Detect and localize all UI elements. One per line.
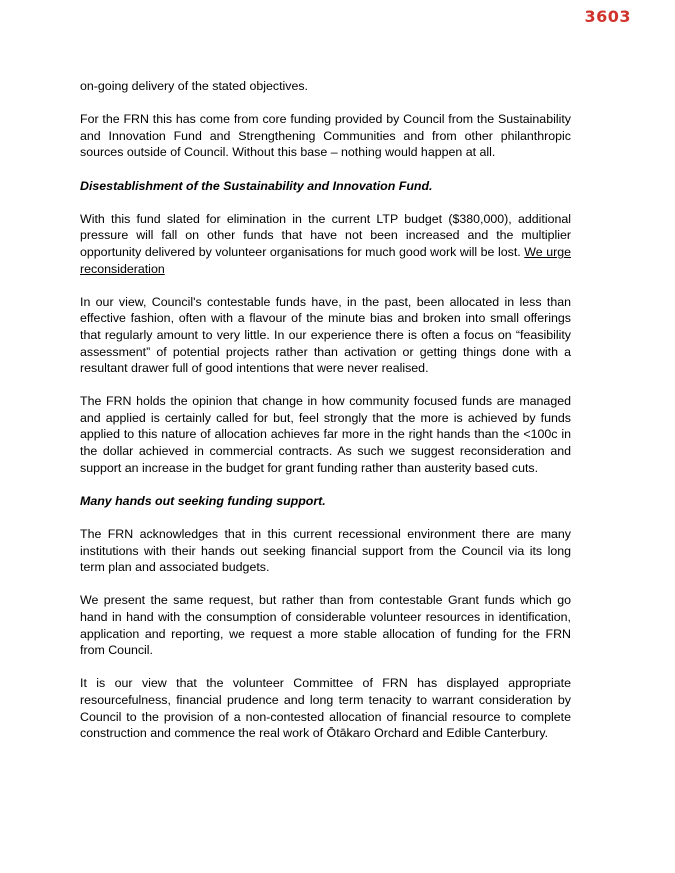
fund-elimination-text: With this fund slated for elimination in the current LTP budget ($380,000), additional pressure will fall on other funds that have not been increased and the multiplier opportunity delivered by volunteer organisations for much good work will be lost. xyxy=(80,211,571,259)
urge-reconsideration-text: We urge reconsideration xyxy=(80,244,572,276)
section-heading-many-hands: Many hands out seeking funding support. xyxy=(80,493,326,508)
paragraph-continuation: on-going delivery of the stated objectives. xyxy=(80,79,308,93)
paragraph-contestable-funds: In our view, Council's contestable funds have, in the past, been allocated in less than effective fashion, often with a flavour of the minute bias and broken into small offerings that regularly amount to very little. In our experience there is often a focus on “feasibility assessment” of potential projects rather than activation or getting things done with a resultant drawer full of good intentions that were never realised. xyxy=(80,294,571,376)
paragraph-core-funding: For the FRN this has come from core funding provided by Council from the Sustainability and Innovation Fund and Strengthening Communities and from other philanthropic sources outside of Council. Without this base – nothing would happen at all. xyxy=(80,112,571,160)
page-number: 3603 xyxy=(584,7,631,26)
section-heading-disestablishment: Disestablishment of the Sustainability and Innovation Fund. xyxy=(80,178,433,193)
document-body xyxy=(80,78,571,758)
paragraph-frn-opinion: The FRN holds the opinion that change in how community focused funds are managed and applied is certainly called for but, feel strongly that the more is achieved by funds applied to this nature of allocation achieves far more in the right hands than the <100c in the dollar achieved in commercial contracts. As such we suggest reconsideration and support an increase in the budget for grant funding rather than austerity based cuts. xyxy=(80,394,571,475)
paragraph-frn-acknowledges: The FRN acknowledges that in this current recessional environment there are many institutions with their hands out seeking financial support from the Council via its long term plan and associated budgets. xyxy=(80,527,571,575)
paragraph-request: We present the same request, but rather than from contestable Grant funds which go hand in hand with the consumption of considerable volunteer resources in identification, application and reporting, we request a more stable allocation of funding for the FRN from Council. xyxy=(80,593,571,658)
paragraph-committee-view: It is our view that the volunteer Committee of FRN has displayed appropriate resourcefulness, financial prudence and long term tenacity to warrant consideration by Council to the provision of a non-contested allocation of financial resource to complete construction and commence the real work of Ōtākaro Orchard and Edible Canterbury. xyxy=(80,676,571,741)
paragraph-fund-elimination xyxy=(80,211,571,277)
